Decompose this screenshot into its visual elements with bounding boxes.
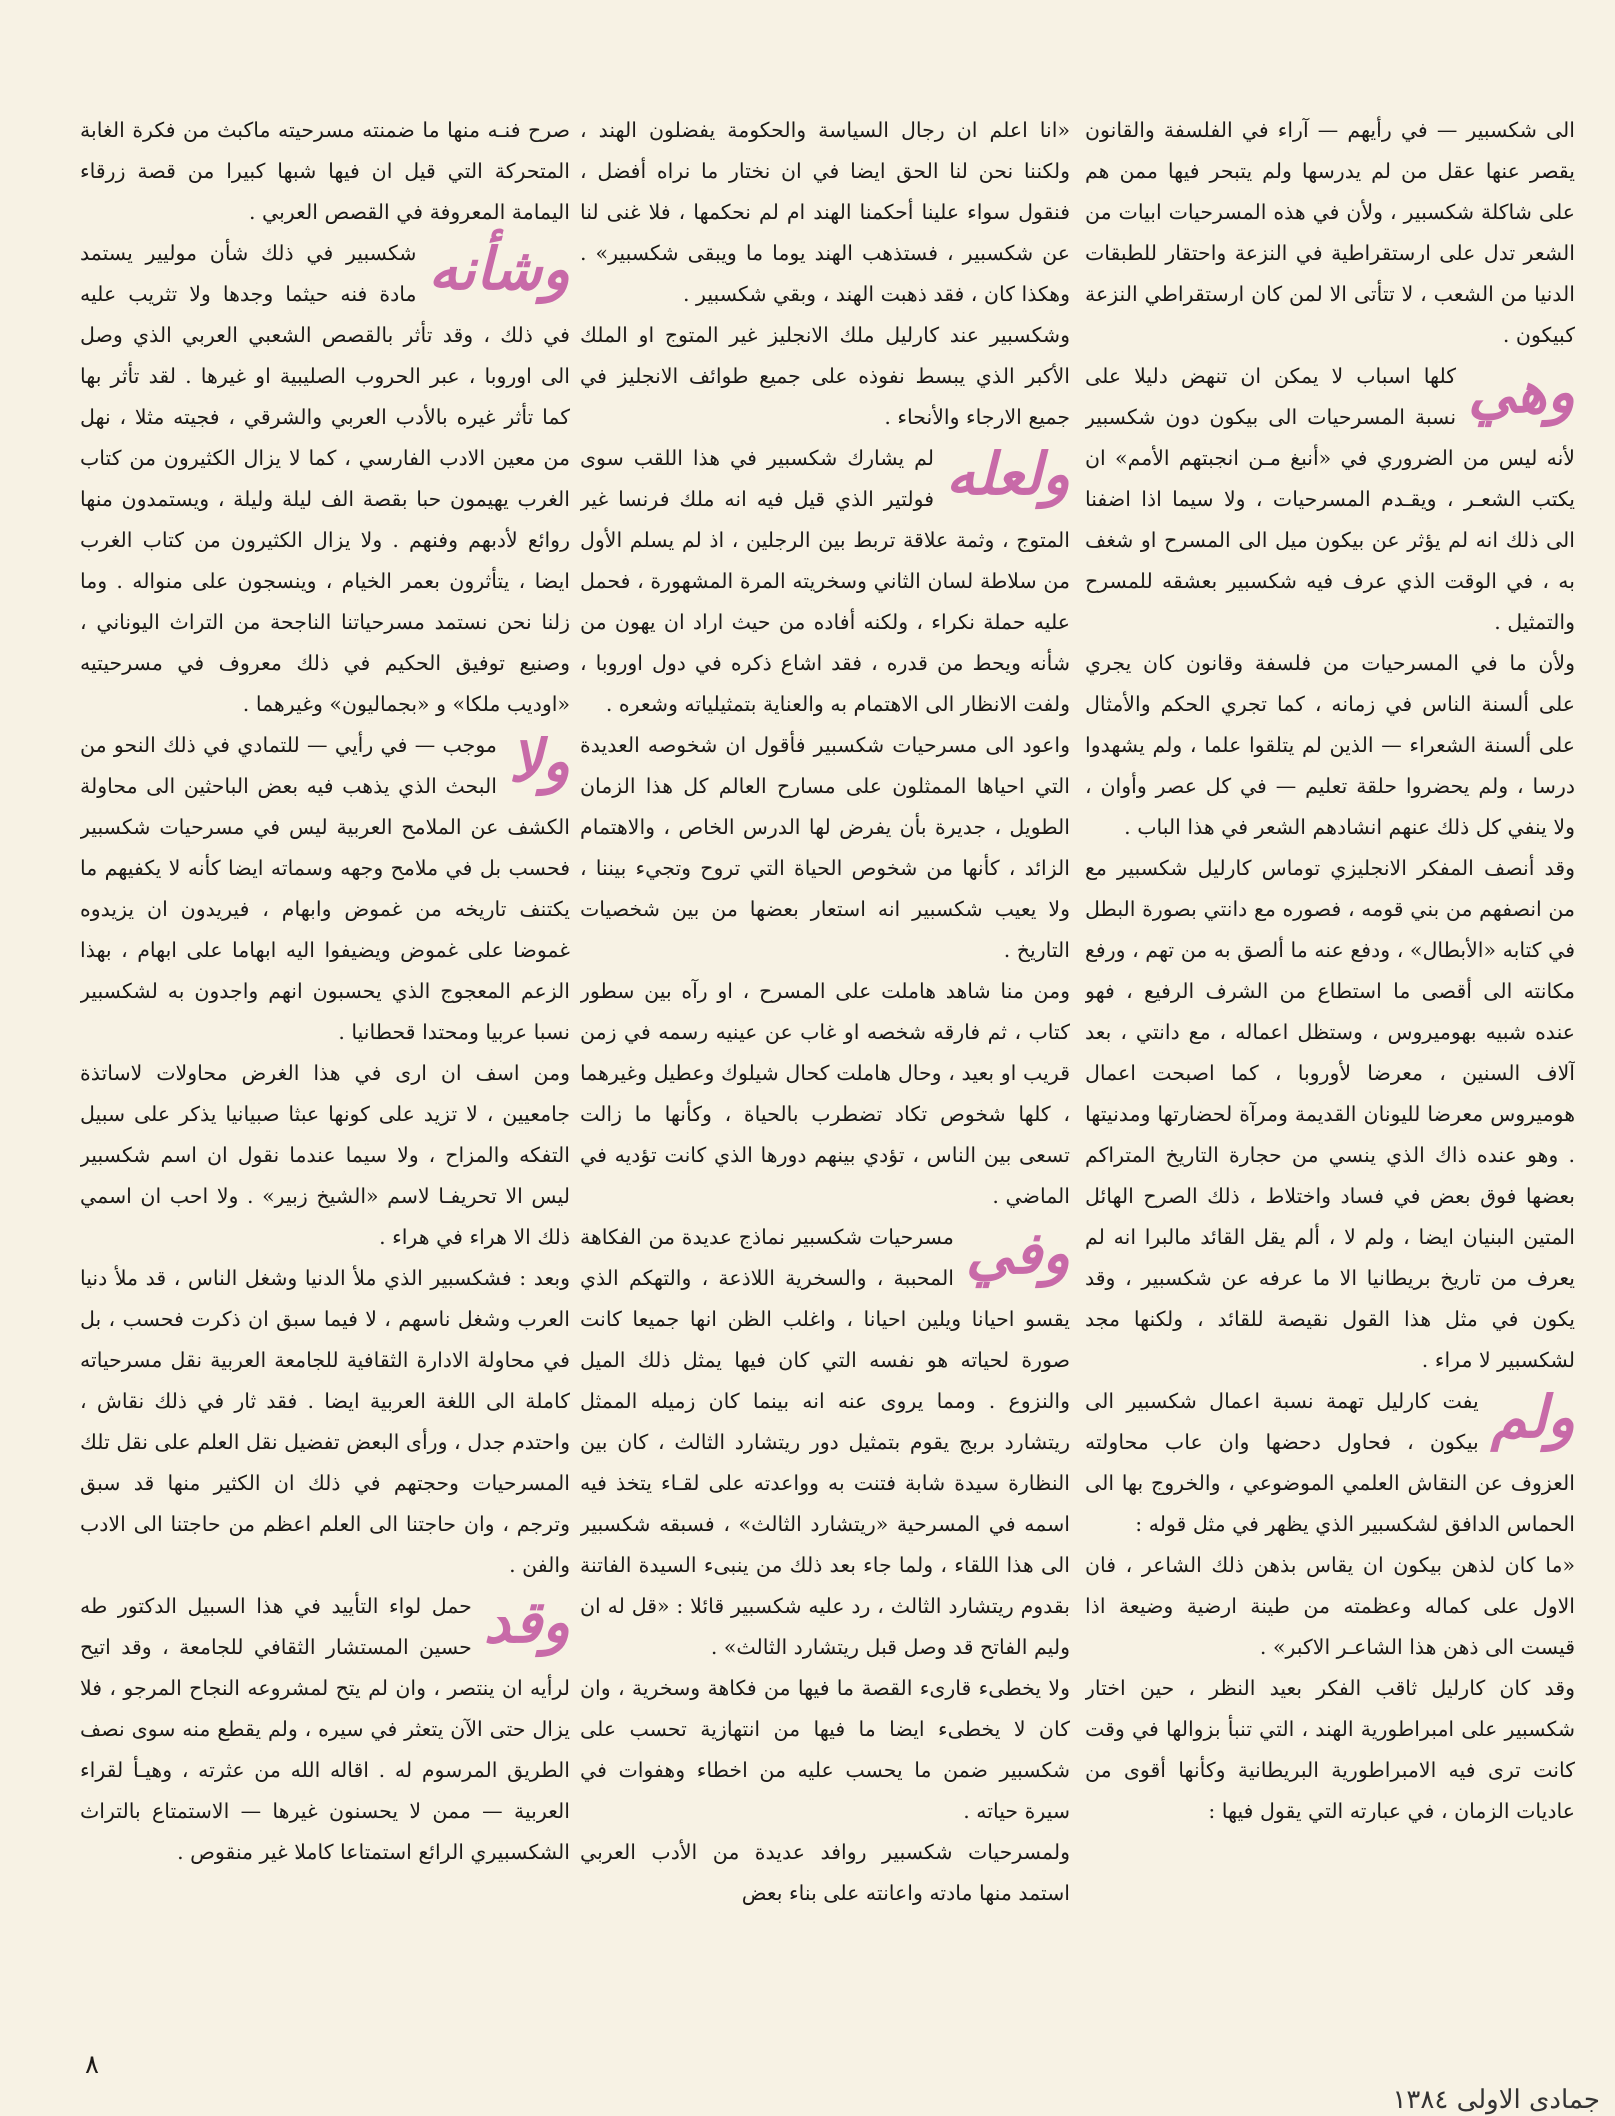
decorative-initial: ولا xyxy=(508,727,570,795)
paragraph xyxy=(580,1217,1070,1668)
paragraph xyxy=(80,1258,570,1586)
paragraph xyxy=(1085,110,1575,356)
paragraph xyxy=(80,1053,570,1258)
paragraph xyxy=(1085,848,1575,1381)
paragraph-text: كلها اسباب لا يمكن ان تنهض دليلا على نسبة المسرحيات الى بيكون دون شكسبير لأنه ليس من الضروري في «أنبغ مـن انجبتهم الأمم» ان يكتب الشعـر ، ويقـدم المسرحيات ، ولا سيما اذا اضفنا الى ذلك انه لم يؤثر عن بيكون ميل الى المسرح او شغف به ، في الوقت الذي عرف فيه شكسبير بعشقه للمسرح والتمثيل . xyxy=(1085,364,1575,634)
column-left xyxy=(80,110,570,2060)
paragraph-text: وبعد : فشكسبير الذي ملأ الدنيا وشغل الناس ، قد ملأ دنيا العرب وشغل ناسهم ، لا فيما سبق ان ذكرت فحسب ، بل في محاولة الادارة الثقافية للجامعة العربية نقل مسرحياته كاملة الى اللغة العربية ايضا . فقد ثار في ذلك نقاش ، واحتدم جدل ، ورأى البعض تفضيل نقل العلم على نقل تلك المسرحيات وحجتهم في ذلك ان الكثير منها قد سبق وترجم ، وان حاجتنا الى العلم اعظم من حاجتنا الى الادب والفن . xyxy=(80,1266,570,1577)
decorative-initial: وهي xyxy=(1468,358,1575,426)
issue-date: جمادى الاولى ١٣٨٤ xyxy=(1392,2085,1600,2115)
page-number: ٨ xyxy=(85,2050,99,2080)
paragraph xyxy=(580,1668,1070,1832)
paragraph xyxy=(80,1586,570,1873)
paragraph-text: وقد كان كارليل ثاقب الفكر بعيد النظر ، حين اختار شكسبير على امبراطورية الهند ، التي تنبأ بزوالها في وقت كانت ترى فيه الامبراطورية البريطانية وكأنها أقوى من عاديات الزمان ، في عبارته التي يقول فيها : xyxy=(1085,1676,1575,1823)
paragraph-text: ومن منا شاهد هاملت على المسرح ، او رآه بين سطور كتاب ، ثم فارقه شخصه او غاب عن عينيه رسمه في زمن قريب او بعيد ، وحال هاملت كحال شيلوك وعطيل وغيرهما ، كلها شخوص تكاد تضطرب بالحياة ، وكأنها ما زالت تسعى بين الناس ، تؤدي بينهم دورها الذي كانت تؤديه في الماضي . xyxy=(580,979,1070,1208)
column-middle xyxy=(580,110,1070,2060)
paragraph xyxy=(1085,356,1575,643)
paragraph xyxy=(80,110,570,233)
paragraph-text: لم يشارك شكسبير في هذا اللقب سوى فولتير الذي قيل فيه انه ملك فرنسا غير المتوج ، وثمة علاقة تربط بين الرجلين ، اذ لم يسلم الأول من سلاطة لسان الثاني وسخريته المرة المشهورة ، فحمل عليه حملة نكراء ، ولكنه أفاده من حيث اراد ان يهون من شأنه ويحط من قدره ، فقد اشاع ذكره في دول اوروبا ، ولفت الانظار الى الاهتمام به والعناية بتمثيلياته وشعره . xyxy=(580,446,1070,716)
paragraph-text: موجب — في رأيي — للتمادي في ذلك النحو من البحث الذي يذهب فيه بعض الباحثين الى محاولة الكشف عن الملامح العربية ليس في مسرحيات شكسبير فحسب بل في ملامح وجهه وسماته ايضا كأنه لا يكفيهم ما يكتنف تاريخه من غموض وابهام ، فيريدون ان يزيدوه غموضا على غموض ويضيفوا اليه ابهاما على ابهام ، بهذا الزعم المعجوج الذي يحسبون انهم واجدون به لشكسبير نسبا عربيا ومحتدا قحطانيا . xyxy=(80,733,570,1044)
paragraph xyxy=(80,725,570,1053)
paragraph-text: ولأن ما في المسرحيات من فلسفة وقانون كان يجري على ألسنة الناس في زمانه ، كما تجري الحكم والأمثال على ألسنة الشعراء — الذين لم يتلقوا علما ، ولم يشهدوا درسا ، ولم يحضروا حلقة تعليم — في كل عصر وأوان ، ولا ينفي كل ذلك عنهم انشادهم الشعر في هذا الباب . xyxy=(1085,651,1575,839)
paragraph-text: ومن اسف ان ارى في هذا الغرض محاولات لاساتذة جامعيين ، لا تزيد على كونها عبثا صبيانيا يذكر على سبيل التفكه والمزاح ، ولا سيما عندما نقول ان اسم شكسبير ليس الا تحريفـا لاسم «الشيخ زبير» . ولا احب ان اسمي ذلك الا هراء في هراء . xyxy=(80,1061,570,1249)
paragraph-text: مسرحيات شكسبير نماذج عديدة من الفكاهة المحببة ، والسخرية اللاذعة ، والتهكم الذي يقسو احيانا ويلين احيانا ، واغلب الظن انها جميعا كانت صورة لحياته هو نفسه التي كان فيها يمثل ذلك الميل والنزوع . ومما يروى عنه انه بينما كان زميله الممثل ريتشارد بربج يقوم بتمثيل دور ريتشارد الثالث ، كان بين النظارة سيدة شابة فتنت به وواعدته على لقـاء يتخذ فيه اسمه في المسرحية «ريتشارد الثالث» ، فسبقه شكسبير الى هذا اللقاء ، ولما جاء بعد ذلك من ينبىء السيدة الفاتنة بقدوم ريتشارد الثالث ، رد عليه شكسبير قائلا : «قل له ان وليم الفاتح قد وصل قبل ريتشارد الثالث» . xyxy=(580,1225,1070,1659)
column-right xyxy=(1085,110,1575,2060)
paragraph-text: وقد أنصف المفكر الانجليزي توماس كارليل شكسبير مع من انصفهم من بني قومه ، فصوره مع دانتي بصورة البطل في كتابه «الأبطال» ، ودفع عنه ما ألصق به من تهم ، ورفع مكانته الى أقصى ما استطاع من الشرف الرفيع ، فهو عنده شبيه بهوميروس ، وستظل اعماله ، مع دانتي ، بعد آلاف السنين ، معرضا لأوروبا ، كما اصبحت اعمال هوميروس معرضا لليونان القديمة ومرآة لحضارتها ومدنيتها . وهو عنده ذاك الذي ينسي من حجارة التاريخ المتراكم بعضها فوق بعض في فساد واختلاط ، ذلك الصرح الهائل المتين البنيان ايضا ، ولم لا ، ألم يقل القائد مالبرا انه لم يعرف من تاريخ بريطانيا الا ما عرفه عن شكسبير ، وقد يكون في مثل هذا القول نقيصة للقائد ، ولكنها مجد لشكسبير لا مراء . xyxy=(1085,856,1575,1372)
decorative-initial: وشأنه xyxy=(428,235,570,303)
paragraph-text: وشكسبير عند كارليل ملك الانجليز غير المتوج او الملك الأكبر الذي يبسط نفوذه على جميع طوائف الانجليز في جميع الارجاء والأنحاء . xyxy=(580,323,1070,429)
paragraph-text: شكسبير في ذلك شأن موليير يستمد مادة فنه حيثما وجدها ولا تثريب عليه في ذلك ، وقد تأثر بالقصص الشعبي العربي الذي وصل الى اوروبا ، عبر الحروب الصليبية او غيرها . لقد تأثر بها كما تأثر غيره بالأدب العربي والشرقي ، فجيته مثلا ، نهل من معين الادب الفارسي ، كما لا يزال الكثيرون من كتاب الغرب يهيمون حبا بقصة الف ليلة وليلة ، ويستمدون منها روائع لأدبهم وفنهم . ولا يزال الكثيرون من كتاب الغرب ايضا ، يتأثرون بعمر الخيام ، وينسجون على منواله . وما زلنا نحن نستمد مسرحياتنا الناجحة من التراث اليوناني ، وصنيع توفيق الحكيم في ذلك معروف في مسرحيتيه «اوديب ملكا» و «بجماليون» وغيرهما . xyxy=(80,241,570,716)
paragraph-text: ولمسرحيات شكسبير روافد عديدة من الأدب العربي استمد منها مادته واعانته على بناء بعض xyxy=(580,1840,1070,1905)
decorative-initial: ولم xyxy=(1490,1383,1575,1451)
decorative-initial: وقد xyxy=(483,1588,570,1656)
paragraph-text: ولا يخطىء قارىء القصة ما فيها من فكاهة وسخرية ، وان كان لا يخطىء ايضا ما فيها من انتهازية تحسب على شكسبير ضمن ما يحسب عليه من اخطاء وهفوات في سيرة حياته . xyxy=(580,1676,1070,1823)
paragraph xyxy=(580,110,1070,315)
decorative-initial: ولعله xyxy=(946,440,1070,508)
paragraph xyxy=(1085,643,1575,848)
paragraph-text: الى شكسبير — في رأيهم — آراء في الفلسفة والقانون يقصر عنها عقل من لم يدرسها ولم يتبحر فيها ممن هم على شاكلة شكسبير ، ولأن في هذه المسرحيات ابيات من الشعر تدل على ارستقراطية في النزعة واحتقار للطبقات الدنيا من الشعب ، لا تتأتى الا لمن كان ارستقراطي النزعة كبيكون . xyxy=(1085,118,1575,347)
paragraph-text: «انا اعلم ان رجال السياسة والحكومة يفضلون الهند ، ولكننا نحن لنا الحق ايضا في ان نختار ما نراه أفضل ، فنقول سواء علينا أحكمنا الهند ام لم نحكمها ، فلا غنى لنا عن شكسبير ، فستذهب الهند يوما ما ويبقى شكسبير» . وهكذا كان ، فقد ذهبت الهند ، وبقي شكسبير . xyxy=(580,118,1070,306)
paragraph xyxy=(580,315,1070,438)
paragraph xyxy=(1085,1381,1575,1545)
paragraph-text: واعود الى مسرحيات شكسبير فأقول ان شخوصه العديدة التي احياها الممثلون على مسارح العالم كل هذا الزمان الطويل ، جديرة بأن يفرض لها الدرس الخاص ، والاهتمام الزائد ، كأنها من شخوص الحياة التي تروح وتجيء بيننا ، ولا يعيب شكسبير انه استعار بعضها من بين شخصيات التاريخ . xyxy=(580,733,1070,962)
paragraph xyxy=(580,971,1070,1217)
paragraph xyxy=(1085,1668,1575,1832)
paragraph-text: «ما كان لذهن بيكون ان يقاس بذهن ذلك الشاعر ، فان الاول على كماله وعظمته من طينة ارضية وضيعة اذا قيست الى ذهن هذا الشاعـر الاكبر» . xyxy=(1085,1553,1575,1659)
paragraph-text: صرح فنـه منها ما ضمنته مسرحيته ماكبث من فكرة الغابة المتحركة التي قيل ان فيها شبها كبيرا من قصة زرقاء اليمامة المعروفة في القصص العربي . xyxy=(80,118,570,224)
paragraph xyxy=(1085,1545,1575,1668)
decorative-initial: وفي xyxy=(965,1219,1070,1287)
paragraph xyxy=(580,438,1070,725)
paragraph xyxy=(580,1832,1070,1914)
paragraph-text: يفت كارليل تهمة نسبة اعمال شكسبير الى بيكون ، فحاول دحضها وان عاب محاولته العزوف عن النقاش العلمي الموضوعي ، والخروج بها الى الحماس الدافق لشكسبير الذي يظهر في مثل قوله : xyxy=(1085,1389,1575,1536)
paragraph xyxy=(80,233,570,725)
paragraph-text: حمل لواء التأييد في هذا السبيل الدكتور طه حسين المستشار الثقافي للجامعة ، وقد اتيح لرأيه ان ينتصر ، وان لم يتح لمشروعه النجاح المرجو ، فلا يزال حتى الآن يتعثر في سيره ، ولم يقطع منه سوى نصف الطريق المرسوم له . اقاله الله من عثرته ، وهيـأ لقراء العربية — ممن لا يحسنون غيرها — الاستمتاع بالتراث الشكسبيري الرائع استمتاعا كاملا غير منقوص . xyxy=(80,1594,570,1864)
paragraph xyxy=(580,725,1070,971)
